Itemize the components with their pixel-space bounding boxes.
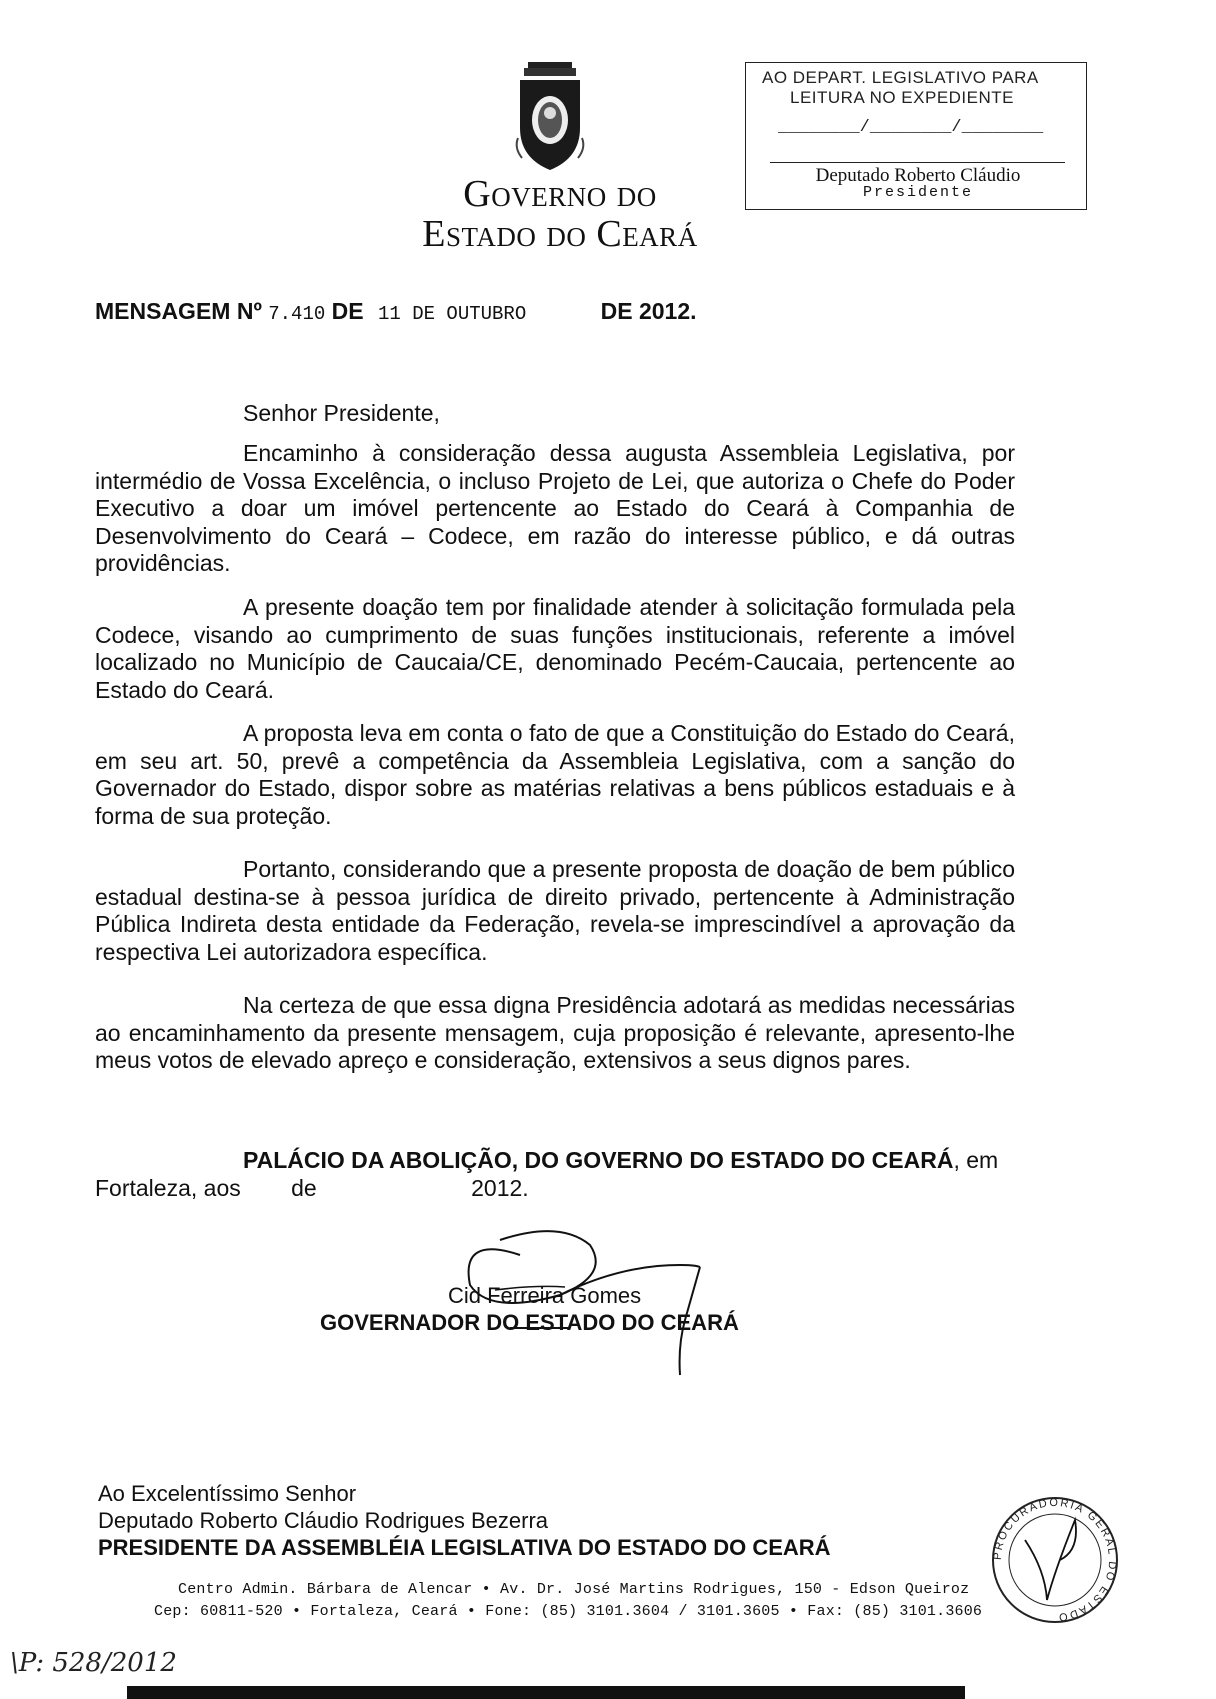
signer-name: Cid Ferreira Gomes [448,1283,642,1308]
government-header [400,175,720,255]
gov-line-1: Governo do [463,173,657,215]
handwritten-protocol-note: \P: 528/2012 [10,1648,177,1678]
stamp-date-blanks: ________/________/________ [778,118,1044,137]
footer-contact: Cep: 60811-520 • Fortaleza, Ceará • Fone: (85) 3101.3604 / 3101.3605 • Fax: (85) 3101.3606 [154,1603,983,1620]
paragraph-2: A presente doação tem por finalidade atender à solicitação formulada pela Codece, visando ao cumprimento de suas funções institucionais, referente a imóvel localizado no Município de Caucaia/CE, denominado Pecém-Caucaia, pertencente ao Estado do Ceará. [95,594,1015,703]
message-de: DE [331,298,364,324]
gov-line-2: Estado do Ceará [422,212,698,255]
paragraph-3: A proposta leva em conta o fato de que a Constituição do Estado do Ceará, em seu art. 50, prevê a competência da Assembleia Legislativa, com a sanção do Governador do Estado, dispor sobre as matérias relativas a bens públicos estaduais e à forma de sua proteção. [95,720,1015,829]
scan-edge-bar [127,1686,965,1699]
message-date: 11 DE OUTUBRO [378,303,527,325]
state-coat-of-arms-icon [510,58,590,178]
paragraph-1: Encaminho à consideração dessa augusta Assembleia Legislativa, por intermédio de Vossa Excelência, o incluso Projeto de Lei, que autoriza o Chefe do Poder Executivo a doar um imóvel pertencente ao Estado do Ceará à Companhia de Desenvolvimento do Ceará – Codece, em razão do interesse público, e dá outras providências. [95,440,1015,576]
stamp-role: Presidente [862,184,973,201]
stamp-line-2: LEITURA NO EXPEDIENTE [790,88,1014,107]
addressee-line-3: PRESIDENTE DA ASSEMBLÉIA LEGISLATIVA DO ESTADO DO CEARÁ [98,1535,831,1560]
paragraph-5: Na certeza de que essa digna Presidência adotará as medidas necessárias ao encaminhamento da presente mensagem, cuja proposição é relevante, apresento-lhe meus votos de elevado apreço e consideração, extensivos a seus dignos pares. [95,992,1015,1073]
palace-year: 2012. [471,1174,529,1201]
closing-place-date [95,1147,1015,1202]
signer-title: GOVERNADOR DO ESTADO DO CEARÁ [320,1310,739,1335]
footer-address: Centro Admin. Bárbara de Alencar • Av. Dr. José Martins Rodrigues, 150 - Edson Queiroz [178,1581,970,1598]
stamp-deputy-name: Deputado Roberto Cláudio [815,165,1021,186]
stamp-signature-line [770,162,1065,163]
message-number: 7.410 [268,303,326,325]
addressee-block [98,1480,831,1561]
message-year: DE 2012. [600,298,697,324]
message-label: MENSAGEM Nº [95,298,262,324]
addressee-line-2: Deputado Roberto Cláudio Rodrigues Bezerra [98,1508,549,1533]
palace-de: de [291,1174,317,1201]
procuradoria-stamp-icon [985,1490,1125,1630]
addressee-line-1: Ao Excelentíssimo Senhor [98,1481,357,1506]
palace-name: PALÁCIO DA ABOLIÇÃO, DO GOVERNO DO ESTADO DO CEARÁ [243,1147,954,1173]
stamp-line-1: AO DEPART. LEGISLATIVO PARA [762,68,1039,87]
paragraph-4: Portanto, considerando que a presente proposta de doação de bem público estadual destina-se à pessoa jurídica de direito privado, pertencente à Administração Pública Indireta desta entidade da Federação, revela-se imprescindível a aprovação da respectiva Lei autorizadora específica. [95,856,1015,965]
svg-text:PROCURADORIA GERAL DO ESTADO: PROCURADORIA GERAL DO ESTADO [991,1496,1119,1624]
greeting: Senhor Presidente, [243,400,440,426]
message-heading [95,298,697,325]
palace-rest: , em Fortaleza, aos [95,1147,999,1201]
